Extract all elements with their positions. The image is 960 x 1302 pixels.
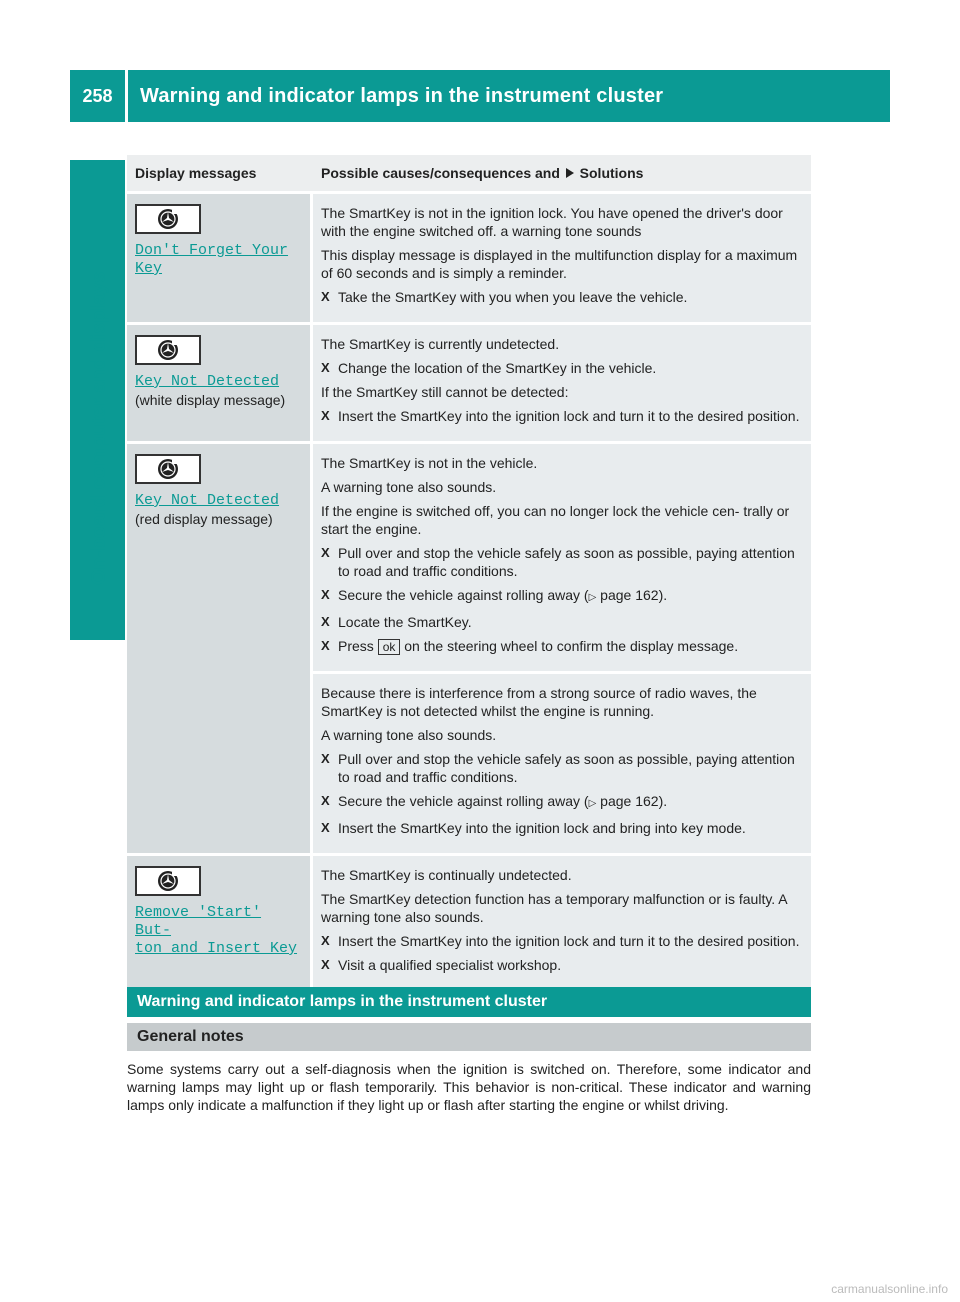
- smartkey-icon: [135, 866, 201, 896]
- column-header-solutions-text: Solutions: [579, 165, 644, 181]
- page-header: [70, 70, 890, 122]
- solution-step: [321, 637, 803, 655]
- message-cell: [127, 441, 313, 853]
- solution-step: [321, 819, 803, 837]
- message-cell: [127, 322, 313, 441]
- display-messages-table: [127, 155, 811, 990]
- solution-cell: [313, 322, 811, 441]
- cause-text: A warning tone also sounds.: [321, 727, 497, 743]
- step-marker-icon: X: [321, 408, 330, 423]
- cause-text: If the engine is switched off, you can no longer lock the vehicle cen- trally or start the engine.: [321, 503, 790, 537]
- step-marker-icon: X: [321, 638, 330, 653]
- smartkey-icon: [135, 204, 201, 234]
- message-label-line: Key: [135, 260, 163, 277]
- page-number: 258: [82, 85, 113, 106]
- solution-step: [321, 544, 803, 580]
- step-text: Pull over and stop the vehicle safely as soon as possible, paying attention to road and traffic conditions.: [338, 545, 795, 579]
- solution-cell: [313, 191, 811, 322]
- page-reference-link[interactable]: page 162).: [600, 587, 668, 603]
- solution-step: [321, 613, 803, 631]
- solution-step: [321, 586, 803, 607]
- section-heading: [127, 987, 811, 1017]
- page-reference-link[interactable]: page 162).: [600, 793, 668, 809]
- step-marker-icon: X: [321, 289, 330, 304]
- step-text: Insert the SmartKey into the ignition lock and turn it to the desired position.: [338, 408, 800, 424]
- section-heading-text: Warning and indicator lamps in the instrument cluster: [137, 993, 548, 1010]
- step-marker-icon: X: [321, 820, 330, 835]
- subsection-heading: [127, 1023, 811, 1051]
- solution-step: [321, 288, 803, 306]
- solution-cell: [313, 441, 811, 671]
- cause-text: The SmartKey detection function has a temporary malfunction or is faulty. A warning tone also sounds.: [321, 891, 787, 925]
- step-marker-icon: X: [321, 360, 330, 375]
- message-cell: [127, 191, 313, 322]
- step-marker-icon: X: [321, 587, 330, 602]
- cause-text: If the SmartKey still cannot be detected:: [321, 384, 569, 400]
- solution-cell: [313, 853, 811, 990]
- step-text: Change the location of the SmartKey in the vehicle.: [338, 360, 657, 376]
- step-marker-icon: X: [321, 545, 330, 560]
- solution-step: [321, 932, 803, 950]
- page-title: Warning and indicator lamps in the instrument cluster: [140, 84, 664, 107]
- step-marker-icon: X: [321, 614, 330, 629]
- step-text-part: Secure the vehicle against rolling away (: [338, 793, 589, 809]
- message-label-line: Key Not Detected: [135, 492, 280, 509]
- table-row: [127, 853, 811, 990]
- arrow-right-icon: [564, 167, 576, 179]
- message-label-line: Remove 'Start' But-: [135, 904, 262, 939]
- step-text: [338, 586, 667, 607]
- step-text: Locate the SmartKey.: [338, 614, 472, 630]
- cause-text: The SmartKey is continually undetected.: [321, 867, 572, 883]
- column-header-display-messages: Display messages: [127, 155, 313, 191]
- general-notes-paragraph: Some systems carry out a self-diagnosis when the ignition is switched on. Therefore, some indicator and warning lamps may light up or flash temporarily. This behavior is non-critical. These indicator and warning lamps only indicate a malfunction if they light up or flash after starting the engine or whilst driving.: [127, 1061, 811, 1113]
- smartkey-icon: [135, 335, 201, 365]
- page-ref-arrow-icon: ▷: [588, 592, 597, 603]
- step-text: [338, 637, 738, 655]
- cause-text: A warning tone also sounds.: [321, 479, 497, 495]
- message-label-line: ton and Insert Key: [135, 940, 298, 957]
- step-text: Take the SmartKey with you when you leave the vehicle.: [338, 289, 688, 305]
- message-sublabel: (red display message): [135, 511, 273, 527]
- step-text-part: Press: [338, 638, 374, 654]
- step-text: Insert the SmartKey into the ignition lock and turn it to the desired position.: [338, 933, 800, 949]
- step-text: Visit a qualified specialist workshop.: [338, 957, 562, 973]
- column-header-causes: [313, 155, 811, 191]
- solution-step: [321, 359, 803, 377]
- cause-text: The SmartKey is not in the ignition lock. You have opened the driver's door with the engine switched off. a warning tone sounds: [321, 205, 783, 239]
- solution-step: [321, 407, 803, 425]
- solution-step: [321, 956, 803, 974]
- page-ref-arrow-icon: ▷: [588, 798, 597, 809]
- ok-button-icon: ok: [378, 639, 401, 655]
- smartkey-icon: [135, 454, 201, 484]
- cause-text: This display message is displayed in the multifunction display for a maximum of 60 seconds and is simply a reminder.: [321, 247, 798, 281]
- step-text: [338, 792, 667, 813]
- message-sublabel: (white display message): [135, 392, 286, 408]
- step-marker-icon: X: [321, 957, 330, 972]
- step-text-part: on the steering wheel to confirm the display message.: [404, 638, 739, 654]
- step-marker-icon: X: [321, 793, 330, 808]
- step-marker-icon: X: [321, 933, 330, 948]
- message-label-line: Don't Forget Your: [135, 242, 289, 259]
- cause-text: The SmartKey is currently undetected.: [321, 336, 560, 352]
- step-marker-icon: X: [321, 751, 330, 766]
- table-row: [127, 322, 811, 441]
- cause-text: Because there is interference from a strong source of radio waves, the SmartKey is not detected whilst the engine is running.: [321, 685, 757, 719]
- table-header-row: [127, 155, 811, 191]
- solution-cell: [313, 671, 811, 853]
- cause-text: The SmartKey is not in the vehicle.: [321, 455, 538, 471]
- footer-watermark: carmanualsonline.info: [831, 1282, 948, 1296]
- step-text-part: Secure the vehicle against rolling away (: [338, 587, 589, 603]
- message-label-line: Key Not Detected: [135, 373, 280, 390]
- message-cell: [127, 853, 313, 990]
- table-row: [127, 441, 811, 671]
- step-text: Pull over and stop the vehicle safely as soon as possible, paying attention to road and traffic conditions.: [338, 751, 795, 785]
- solution-step: [321, 750, 803, 786]
- solution-step: [321, 792, 803, 813]
- chapter-tab-label: On-board computer and displays: [88, 271, 110, 585]
- subsection-heading-text: General notes: [137, 1028, 244, 1045]
- table-row: [127, 191, 811, 322]
- step-text: Insert the SmartKey into the ignition lock and bring into key mode.: [338, 820, 746, 836]
- column-header-causes-text: Possible causes/consequences and: [321, 165, 560, 181]
